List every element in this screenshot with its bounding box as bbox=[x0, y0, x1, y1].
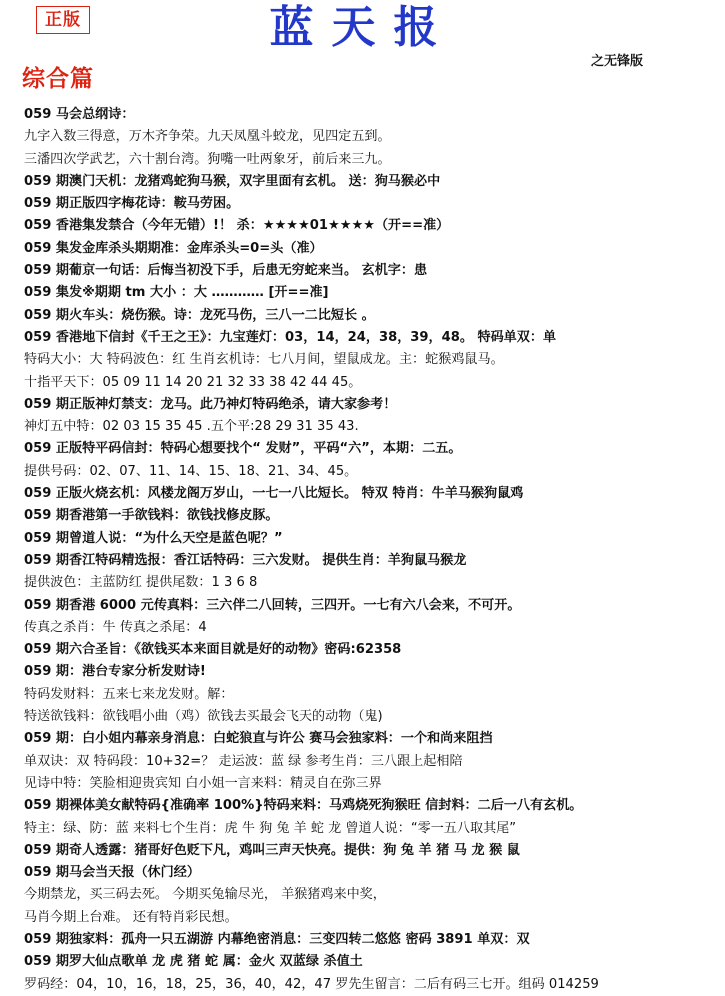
text-line: 059 期马会当天报（休门经） bbox=[24, 865, 200, 881]
edition-badge: 正版 bbox=[36, 6, 90, 34]
edition-label: 之无锋版 bbox=[590, 54, 643, 69]
section-heading: 综合篇 bbox=[22, 65, 94, 92]
text-line: 059 期：白小姐内幕亲身消息：白蛇狼直与许公 赛马会独家料：一个和尚来阻挡 bbox=[24, 731, 493, 747]
text-line: 059 香港集发禁合（今年无错）!！ 杀：★★★★01★★★★（开==准） bbox=[24, 218, 450, 234]
text-line: 十指平天下：05 09 11 14 20 21 32 33 38 42 44 45。 bbox=[24, 374, 362, 390]
text-line: 059 期葡京一句话：后悔当初没下手，后患无穷蛇来当。 玄机字：患 bbox=[24, 263, 428, 279]
text-line: 059 期澳门天机：龙猪鸡蛇狗马猴，双字里面有玄机。 送：狗马猴必中 bbox=[24, 173, 441, 189]
text-line: 059 期正版四字梅花诗：鞍马劳困。 bbox=[24, 196, 240, 212]
text-line: 神灯五中特：02 03 15 35 45 .五个平:28 29 31 35 43. bbox=[24, 419, 359, 435]
text-line: 罗码经：04，10，16，18，25，36，40，42，47 罗先生留言：二后有码三七开。组码 014259 bbox=[24, 976, 599, 992]
text-line: 059 期曾道人说：“为什么天空是蓝色呢？” bbox=[24, 530, 283, 546]
text-line: 传真之杀肖：牛 传真之杀尾：4 bbox=[24, 619, 207, 635]
text-line: 059 集发※期期 tm 大小 ：大 ………… [开==准] bbox=[24, 285, 329, 301]
text-line: 见诗中特：笑脸相迎贵宾知 白小姐一言来料：精灵自在弥三界 bbox=[24, 775, 382, 791]
text-line: 今期禁龙，买三码去死。 今期买兔输尽光， 羊猴猪鸡来中奖， bbox=[24, 887, 386, 903]
text-line: 059 马会总纲诗： bbox=[24, 107, 135, 122]
text-line: 特码大小：大 特码波色：红 生肖玄机诗：七八月间，望鼠成龙。主：蛇猴鸡鼠马。 bbox=[24, 352, 504, 368]
text-line: 059 期香港 6000 元传真料：三六伴二八回转，三四开。一七有六八会来，不可开。 bbox=[24, 597, 521, 613]
text-line: 059 正版火烧玄机：风楼龙阁万岁山，一七一八比短长。 特双 特肖：牛羊马猴狗鼠鸡 bbox=[24, 486, 524, 502]
text-line: 059 期火车头：烧伤猴。诗：龙死马伤，三八一二比短长 。 bbox=[24, 307, 375, 323]
text-line: 059 期罗大仙点歌单 龙 虎 猪 蛇 属：金火 双蓝绿 杀值土 bbox=[24, 954, 363, 970]
text-line: 三潘四次学武艺，六十割台湾。狗嘴一吐两象牙，前后来三九。 bbox=[24, 151, 391, 167]
article-body bbox=[24, 104, 714, 996]
text-line: 059 期香港第一手欲钱料：欲钱找修皮豚。 bbox=[24, 508, 279, 524]
text-line: 059 期六合圣旨：《欲钱买本来面目就是好的动物》密码:62358 bbox=[24, 642, 402, 658]
text-line: 059 期正版神灯禁支：龙马。此乃神灯特码绝杀，请大家参考！ bbox=[24, 396, 397, 412]
text-line: 059 期：港台专家分析发财诗! bbox=[24, 664, 206, 680]
text-line: 059 期独家料：孤舟一只五湖游 内幕绝密消息：三变四转二悠悠 密码 3891 单双：双 bbox=[24, 931, 530, 947]
text-line: 马肖今期上台难。 还有特肖彩民想。 bbox=[24, 909, 238, 925]
text-line: 特送欲钱料：欲钱唱小曲（鸡）欲钱去买最会飞天的动物（鬼) bbox=[24, 709, 383, 725]
masthead-title: 蓝天报 bbox=[269, 2, 456, 53]
text-line: 提供波色：主蓝防红 提供尾数：1 3 6 8 bbox=[24, 575, 258, 591]
text-line: 059 集发金库杀头期期准：金库杀头=0=头（准） bbox=[24, 240, 323, 256]
text-line: 059 期裸体美女献特码{准确率 100%}特码来料：马鸡烧死狗猴旺 信封料：二后一八有玄机。 bbox=[24, 798, 583, 814]
text-line: 提供号码：02、07、11、14、15、18、21、34、45。 bbox=[24, 463, 358, 479]
text-line: 059 期奇人透露：猪哥好色贬下凡，鸡叫三声天快亮。提供：狗 兔 羊 猪 马 龙 猴 鼠 bbox=[24, 842, 520, 858]
text-line: 059 期香江特码精选报：香江话特码：三六发财。 提供生肖：羊狗鼠马猴龙 bbox=[24, 552, 467, 568]
text-line: 059 正版特平码信封：特码心想要找个“ 发财”，平码“六”，本期：二五。 bbox=[24, 441, 462, 457]
text-line: 单双诀：双 特码段：10+32=？ 走运波：蓝 绿 参考生肖：三八跟上起相陪 bbox=[24, 753, 463, 769]
text-line: 特码发财料：五来七来龙发财。解： bbox=[24, 686, 234, 702]
text-line: 059 香港地下信封《千王之王》：九宝莲灯：03，14，24，38，39，48。 特码单双：单 bbox=[24, 329, 557, 345]
text-line: 九字入数三得意，万木齐争荣。九天凤凰斗蛟龙，见四定五到。 bbox=[24, 129, 391, 145]
text-line: 特主：绿、防：蓝 来料七个生肖：虎 牛 狗 兔 羊 蛇 龙 曾道人说：“零一五八取其尾” bbox=[24, 820, 517, 836]
